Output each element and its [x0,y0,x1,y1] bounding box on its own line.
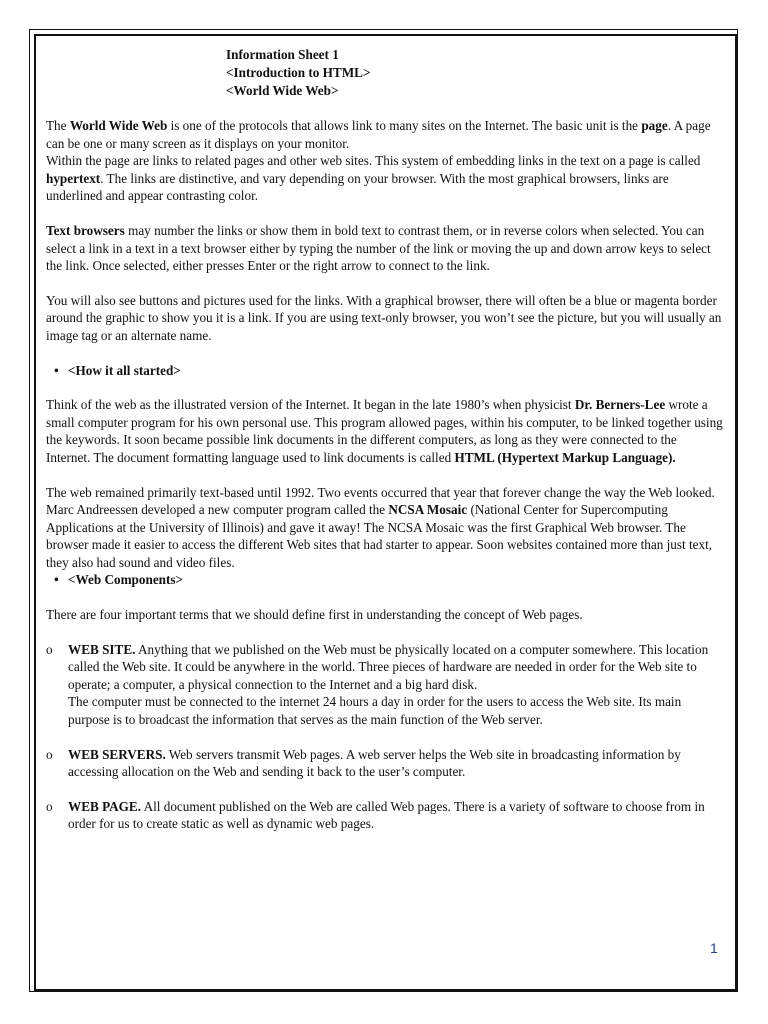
term-web-page: o WEB PAGE. All document published on the Web are called Web pages. There is a variety of software to choose from in order for us to create static as well as dynamic web pages. [46,798,705,832]
intro-paragraph-1: The World Wide Web is one of the protocols that allows link to many sites on the Internet. The basic unit is the page. A page can be one or many screen as it displays on your monitor. [46,118,711,151]
document-title [226,46,724,100]
text-browsers-paragraph: Text browsers may number the links or show them in bold text to contrast them, or in reverse colors when selected. You can select a link in a text in a text browser either by typing the number of the link or moving the up and down arrow keys to select the link. Once selected, either presses Enter or the right arrow to connect to the link. [46,222,711,274]
list-marker: o [46,641,53,657]
title-line-3: <World Wide Web> [226,83,339,98]
term-web-servers: o WEB SERVERS. Web servers transmit Web pages. A web server helps the Web site in broadcasting information by accessing allocation on the Web and sending it back to the user’s computer. [46,746,681,780]
section-heading-web-components: • <Web Components> [54,572,184,588]
title-line-1: Information Sheet 1 [226,47,339,62]
list-marker: o [46,746,53,762]
components-intro: There are four important terms that we should define first in understanding the concept of Web pages. [46,607,583,623]
intro-paragraph-2: Within the page are links to related pages and other web sites. This system of embedding links in the text on a page is called hypertext. The links are distinctive, and vary depending on your browser. With the most graphical browsers, links are underlined and appear contrasting color. [46,153,701,204]
history-paragraph-2: The web remained primarily text-based until 1992. Two events occurred that year that forever change the way the Web looked. Marc Andreessen developed a new computer program called the NCSA Mosaic (National Center for Supercomputing Applications at the University of Illinois) and gave it away! The NCSA Mosaic was the first Graphical Web browser. The browser made it easier to access the different Web sites that had starter to appear. Soon websites contained more than just text, they also had sound and video files. [46,484,715,570]
document-body [46,46,724,833]
section-heading-how-it-started: • <How it all started> [54,362,181,378]
list-marker: o [46,798,53,814]
page-number: 1 [710,940,718,956]
history-paragraph-1: Think of the web as the illustrated version of the Internet. It began in the late 1980’s when physicist Dr. Berners-Lee wrote a small computer program for his own personal use. This program allowed pages, within his computer, to be linked together using the keywords. It soon became possible link documents in the different computers, as long as they were connected to the Internet. The document formatting language used to link documents is called HTML (Hypertext Markup Language). [46,397,723,465]
term-web-site: o WEB SITE. Anything that we published on the Web must be physically located on a computer somewhere. This location called the Web site. It could be anywhere in the world. Three pieces of hardware are needed in order for the Web site to operate; a computer, a physical connection to the Internet and a big hard disk. The computer must be connected to the internet 24 hours a day in order for the users to access the Web site. Its main purpose is to broadcast the information that serves as the main function of the Web server. [46,641,709,728]
buttons-paragraph: You will also see buttons and pictures used for the links. With a graphical browser, there will often be a blue or magenta border around the graphic to show you it is a link. If you are using text-only browser, you won’t see the picture, but you will usually an image tag or an alternate name. [46,292,722,343]
bullet-marker: • [54,572,59,588]
title-line-2: <Introduction to HTML> [226,65,371,80]
bullet-marker: • [54,362,59,378]
